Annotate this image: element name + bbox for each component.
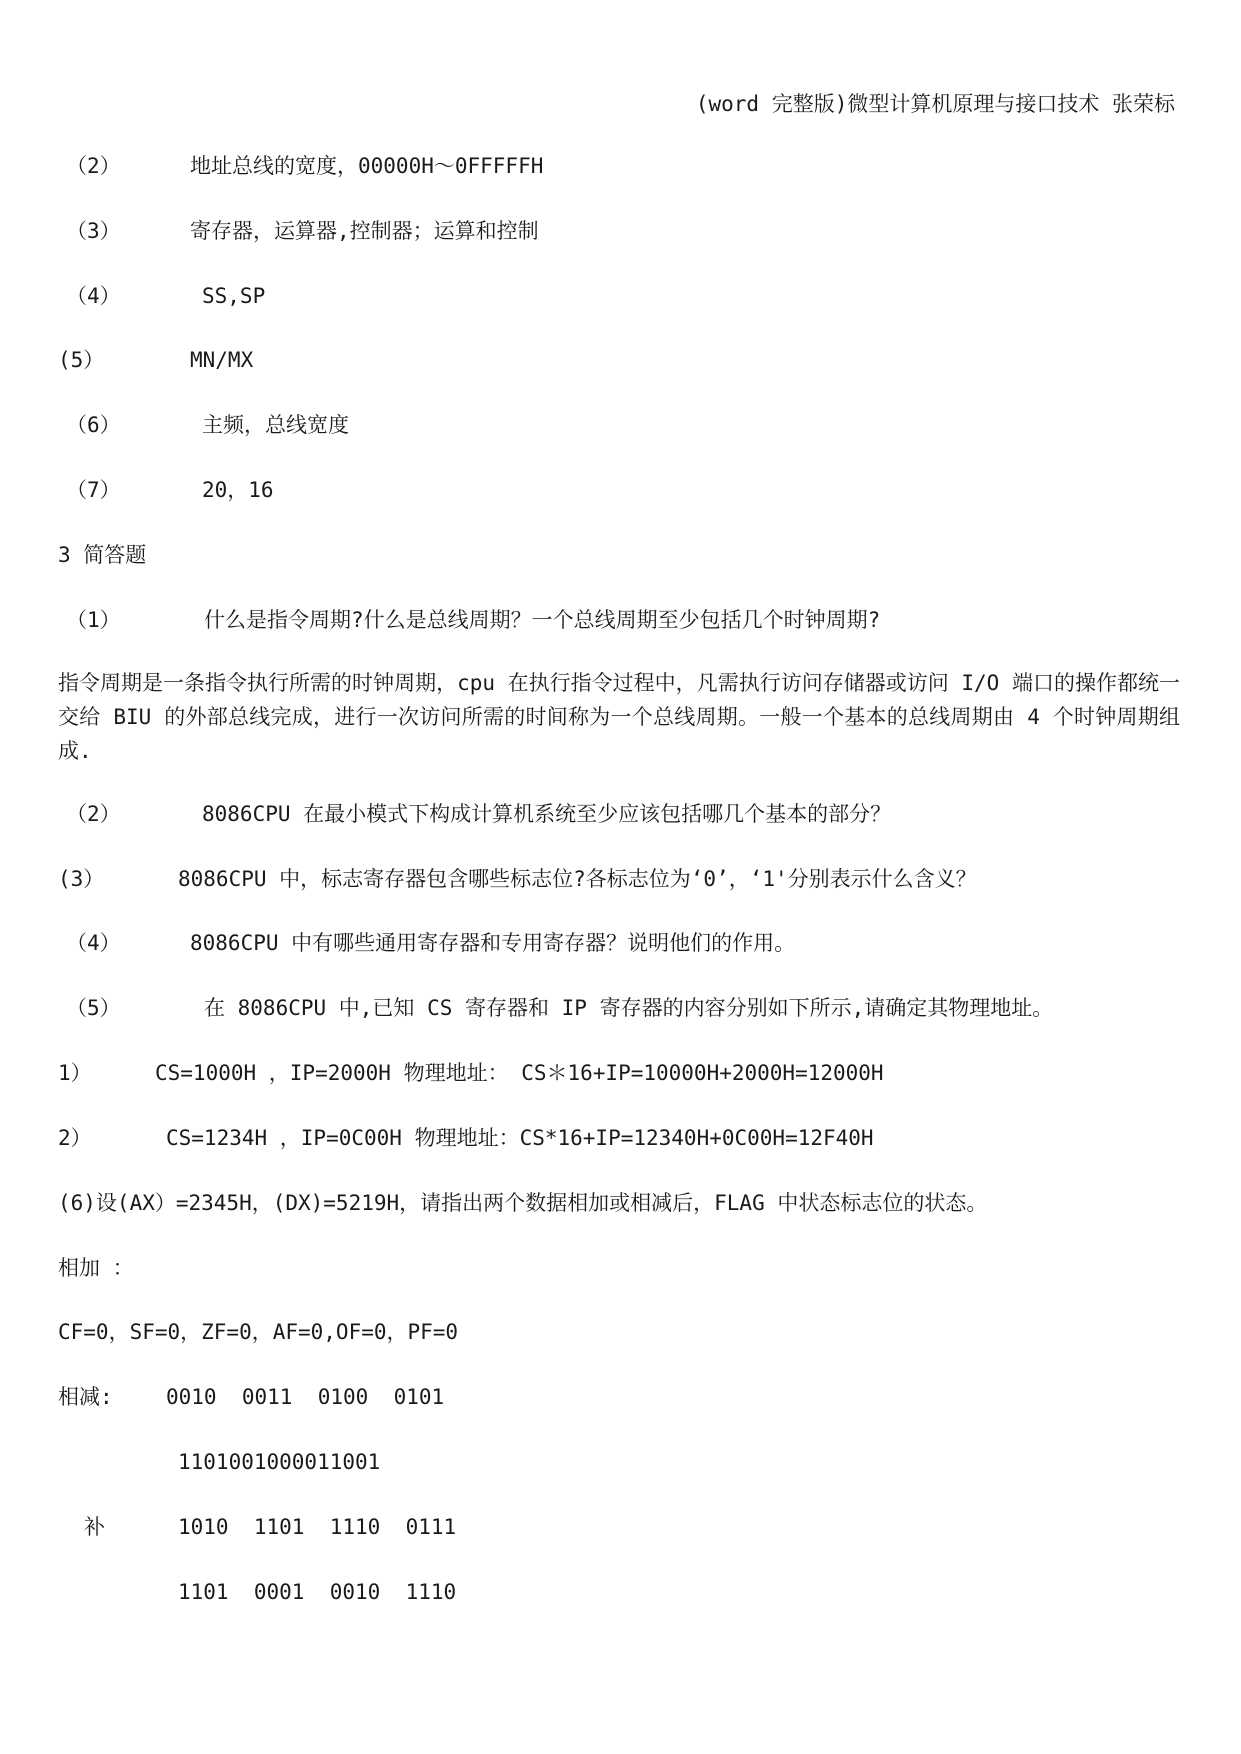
answer-3-text: 寄存器，运算器,控制器；运算和控制 [190, 219, 539, 243]
sub-item-1-text: CS=1000H ，IP=2000H 物理地址： CS＊16+IP=10000H+2000H=12000H [155, 1061, 884, 1085]
question-3-text: 8086CPU 中，标志寄存器包含哪些标志位?各标志位为‘0’，‘1'分别表示什么含义？ [178, 867, 977, 891]
answer-2-number: （2） [66, 154, 121, 178]
subtraction-row-2: 1101001000011001 [178, 1450, 381, 1474]
answer-paragraph: 指令周期是一条指令执行所需的时钟周期，cpu 在执行指令过程中，凡需执行访问存储器或访问 I/O 端口的操作都统一交给 BIU 的外部总线完成，进行一次访问所需的时间称为一个总线周期。一般一个基本的总线周期由 4 个时钟周期组成. [58, 671, 1180, 763]
answer-3-number: （3） [66, 219, 121, 243]
subtraction-row-1: 0010 0011 0100 0101 [166, 1385, 445, 1409]
question-6-text: (6)设(AX）=2345H，(DX)=5219H，请指出两个数据相加或相减后，FLAG 中状态标志位的状态。 [58, 1191, 988, 1215]
answer-6-text: 主频，总线宽度 [202, 413, 349, 437]
answer-7-number: （7） [66, 478, 121, 502]
addition-flags: CF=0，SF=0，ZF=0，AF=0,OF=0，PF=0 [58, 1320, 459, 1344]
addition-label: 相加 ： [58, 1256, 134, 1280]
question-2-number: （2） [66, 802, 121, 826]
answer-5-number: (5） [58, 348, 105, 372]
question-1-text: 什么是指令周期?什么是总线周期？一个总线周期至少包括几个时钟周期? [204, 608, 881, 632]
subtraction-row-4: 1101 0001 0010 1110 [178, 1580, 457, 1604]
answer-5-text: MN/MX [190, 348, 254, 372]
complement-label: 补 [84, 1515, 105, 1539]
answer-2-text: 地址总线的宽度，00000H～0FFFFFH [190, 154, 544, 178]
question-3-number: (3） [58, 867, 105, 891]
section-title: 3 简答题 [58, 543, 147, 567]
question-4-text: 8086CPU 中有哪些通用寄存器和专用寄存器？说明他们的作用。 [190, 931, 796, 955]
subtraction-row-3: 1010 1101 1110 0111 [178, 1515, 457, 1539]
question-5-text: 在 8086CPU 中,已知 CS 寄存器和 IP 寄存器的内容分别如下所示,请确定其物理地址。 [204, 996, 1054, 1020]
subtraction-label: 相减: [58, 1385, 113, 1409]
question-1-number: （1） [66, 608, 121, 632]
page-header: (word 完整版)微型计算机原理与接口技术 张荣标 [695, 92, 1175, 116]
question-5-number: （5） [66, 996, 121, 1020]
answer-4-text: SS,SP [202, 284, 266, 308]
answer-6-number: （6） [66, 413, 121, 437]
sub-item-1-number: 1） [58, 1061, 92, 1085]
sub-item-2-number: 2） [58, 1126, 92, 1150]
question-4-number: （4） [66, 931, 121, 955]
answer-7-text: 20，16 [202, 478, 274, 502]
question-2-text: 8086CPU 在最小模式下构成计算机系统至少应该包括哪几个基本的部分？ [202, 802, 892, 826]
sub-item-2-text: CS=1234H ，IP=0C00H 物理地址：CS*16+IP=12340H+0C00H=12F40H [166, 1126, 874, 1150]
answer-4-number: （4） [66, 284, 121, 308]
